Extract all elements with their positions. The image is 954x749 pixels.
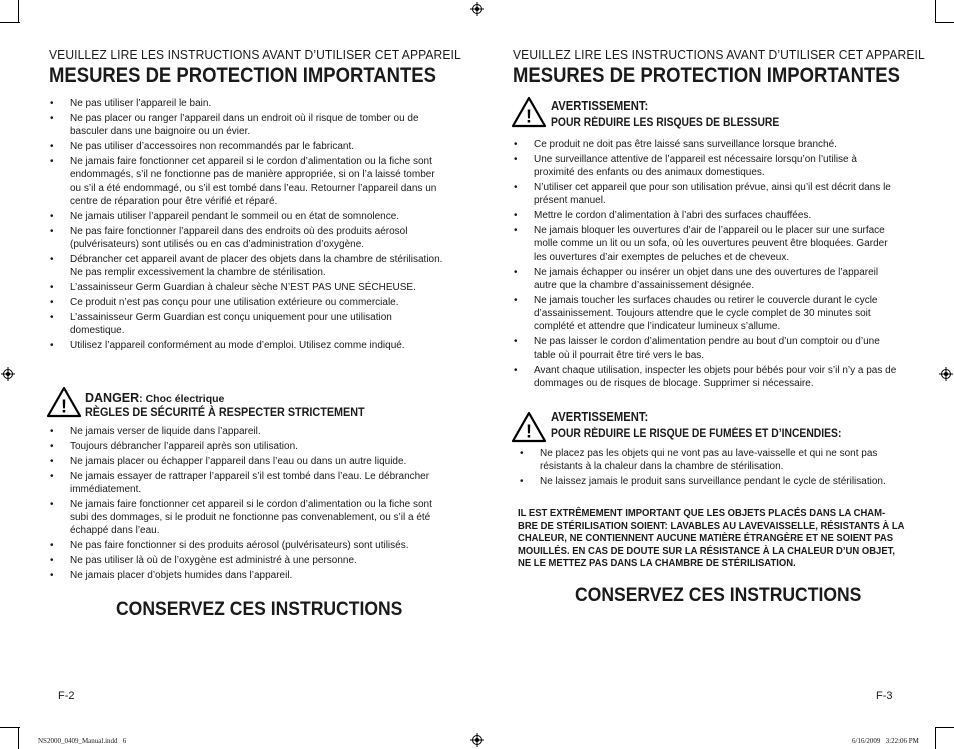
list-item: • Ne jamais faire fonctionner cet appareil si le cordon d’alimentation ou la fiche sont subi des dommages, si le produit ne fonctionne pas convenablement, ou s’il a été échappé dans l’eau. [48,498,444,538]
danger-list [48,425,444,584]
left-header-small: VEUILLEZ LIRE LES INSTRUCTIONS AVANT D’UTILISER CET APPAREIL [49,48,461,62]
registration-mark-icon [470,2,484,16]
list-item: • Ce produit ne doit pas être laissé sans surveillance lorsque branché. [512,138,898,151]
list-item: • Toujours débrancher l’appareil après son utilisation. [48,440,444,453]
warning1-subtitle: POUR RÉDUIRE LES RISQUES DE BLESSURE [551,117,780,129]
list-item: • Utilisez l’appareil conformément au mode d’emploi. Utilisez comme indiqué. [48,339,444,352]
list-item: • Ne jamais placer d’objets humides dans l’appareil. [48,569,444,582]
right-page-number: F-3 [876,690,893,702]
list-item: • Ne pas utiliser l’appareil le bain. [48,97,444,110]
list-item: • L’assainisseur Germ Guardian est conçu uniquement pour une utilisation domestique. [48,311,444,338]
warning-triangle-icon [46,386,82,418]
list-item: • L’assainisseur Germ Guardian à chaleur sèche N’EST PAS UNE SÉCHEUSE. [48,281,444,294]
list-item: • Ne laissez jamais le produit sans surveillance pendant le cycle de stérilisation. [518,475,898,488]
warning2-subtitle: POUR RÉDUIRE LE RISQUE DE FUMÉES ET D’INCENDIES: [551,428,842,440]
crop-mark [935,727,936,749]
list-item: • Ne pas faire fonctionner l’appareil dans des endroits où des produits aérosol (pulvérisateurs) sont utilisés ou en cas d’administration d’oxygène. [48,225,444,252]
crop-mark [935,0,936,22]
list-item: • Ne pas laisser le cordon d’alimentation pendre au bout d’un comptoir ou d’une table où il pourrait être tiré vers le bas. [512,335,898,362]
right-page-title: MESURES DE PROTECTION IMPORTANTES [513,63,900,87]
registration-mark-icon [939,367,953,381]
list-item: • Ne jamais faire fonctionner cet appareil si le cordon d’alimentation ou la fiche sont endommagés, s’il ne fonctionne pas de manière appropriée, si on l’a laissé tomber ou s’il a été endommagé, ou s’il est tombé dans l’eau. Retourner l’appareil dans un centre de réparation pour être vérifié et réparé. [48,155,444,208]
svg-text:!: ! [526,106,532,127]
danger-subtitle: : Choc électrique [139,393,225,405]
crop-mark [935,22,954,23]
list-item: • Mettre le cordon d’alimentation à l’abri des surfaces chauffées. [512,209,898,222]
warning1-list [512,138,898,392]
danger-rules: RÈGLES DE SÉCURITÉ À RESPECTER STRICTEMENT [85,405,365,419]
list-item: • Ne jamais verser de liquide dans l’appareil. [48,425,444,438]
list-item: • Ne jamais toucher les surfaces chaudes ou retirer le couvercle durant le cycle d’assainissement. Toujours attendre que le cycle complet de 30 minutes soit complété et attendre que l’indicateur lumineux s’allume. [512,294,898,334]
slug-filename: NS2000_0409_Manual.indd 6 [38,737,127,745]
list-item: • Avant chaque utilisation, inspecter les objets pour bébés pour voir s’il n’y a pas de dommages ou de risques de blocage. Supprimer si nécessaire. [512,364,898,391]
crop-mark [18,727,19,749]
crop-mark [18,0,19,22]
left-page-number: F-2 [58,690,75,702]
list-item: • Ce produit n’est pas conçu pour une utilisation extérieure ou commerciale. [48,296,444,309]
warning2-title: AVERTISSEMENT: [551,410,649,424]
important-notice: IL EST EXTRÊMEMENT IMPORTANT QUE LES OBJETS PLACÉS DANS LA CHAM-BRE DE STÉRILISATION SOIENT: LAVABLES AU LAVEVAISSELLE, RÉSISTANTS À LA CHALEUR, NE CONTIENNENT AUCUNE MATIÈRE ÉTRANGÈRE ET NE SOIENT PAS MOUILLÉS. EN CAS DE DOUTE SUR LA RÉSISTANCE À LA CHALEUR D’UN OBJET, NE LE METTEZ PAS DANS LA CHAMBRE DE STÉRILISATION. [518,508,905,570]
danger-title: DANGER [85,391,140,405]
left-page-title: MESURES DE PROTECTION IMPORTANTES [49,63,436,87]
svg-text:!: ! [526,421,532,442]
right-conserve-heading: CONSERVEZ CES INSTRUCTIONS [575,584,862,606]
left-conserve-heading: CONSERVEZ CES INSTRUCTIONS [116,598,403,620]
list-item: • Ne jamais utiliser l’appareil pendant le sommeil ou en état de somnolence. [48,210,444,223]
list-item: • Ne pas utiliser d’accessoires non recommandés par le fabricant. [48,140,444,153]
warning-triangle-icon [511,411,547,443]
list-item: • Ne jamais échapper ou insérer un objet dans une des ouvertures de l’appareil autre que la chambre d’assainissement désignée. [512,266,898,293]
list-item: • N’utiliser cet appareil que pour son utilisation prévue, ainsi qu’il est décrit dans le présent manuel. [512,181,898,208]
list-item: • Ne pas placer ou ranger l’appareil dans un endroit où il risque de tomber ou de basculer dans une baignoire ou un évier. [48,112,444,139]
crop-mark [935,727,954,728]
warning1-title: AVERTISSEMENT: [551,99,649,113]
list-item: • Ne placez pas les objets qui ne vont pas au lave-vaisselle et qui ne sont pas résistants à la chaleur dans la chambre de stérilisation. [518,447,898,474]
right-page [513,48,925,87]
warning-triangle-icon [511,96,547,128]
registration-mark-icon [470,733,484,747]
list-item: • Ne jamais bloquer les ouvertures d’air de l’appareil ou le placer sur une surface molle comme un lit ou un sofa, où les ouvertures peuvent être bloquées. Garder les ouvertures d’air exemptes de peluches et de cheveux. [512,224,898,264]
warning2-list [518,447,898,490]
list-item: • Débrancher cet appareil avant de placer des objets dans la chambre de stérilisation. Ne pas remplir excessivement la chambre de stérilisation. [48,253,444,280]
list-item: • Ne pas faire fonctionner si des produits aérosol (pulvérisateurs) sont utilisés. [48,539,444,552]
left-safeguards-list [48,97,444,354]
list-item: • Ne jamais placer ou échapper l’appareil dans l’eau ou dans un autre liquide. [48,455,444,468]
slug-date: 6/16/2009 3:22:06 PM [852,737,919,745]
right-header-small: VEUILLEZ LIRE LES INSTRUCTIONS AVANT D’UTILISER CET APPAREIL [513,48,925,62]
registration-mark-icon [1,367,15,381]
list-item: • Une surveillance attentive de l’appareil est nécessaire lorsqu’on l’utilise à proximité des enfants ou des animaux domestiques. [512,153,898,180]
list-item: • Ne pas utiliser là où de l’oxygène est administré à une personne. [48,554,444,567]
crop-mark [0,22,20,23]
list-item: • Ne jamais essayer de rattraper l’appareil s’il est tombé dans l’eau. Le débrancher immédiatement. [48,470,444,497]
left-page [49,48,461,87]
crop-mark [0,727,20,728]
svg-text:!: ! [61,396,67,417]
